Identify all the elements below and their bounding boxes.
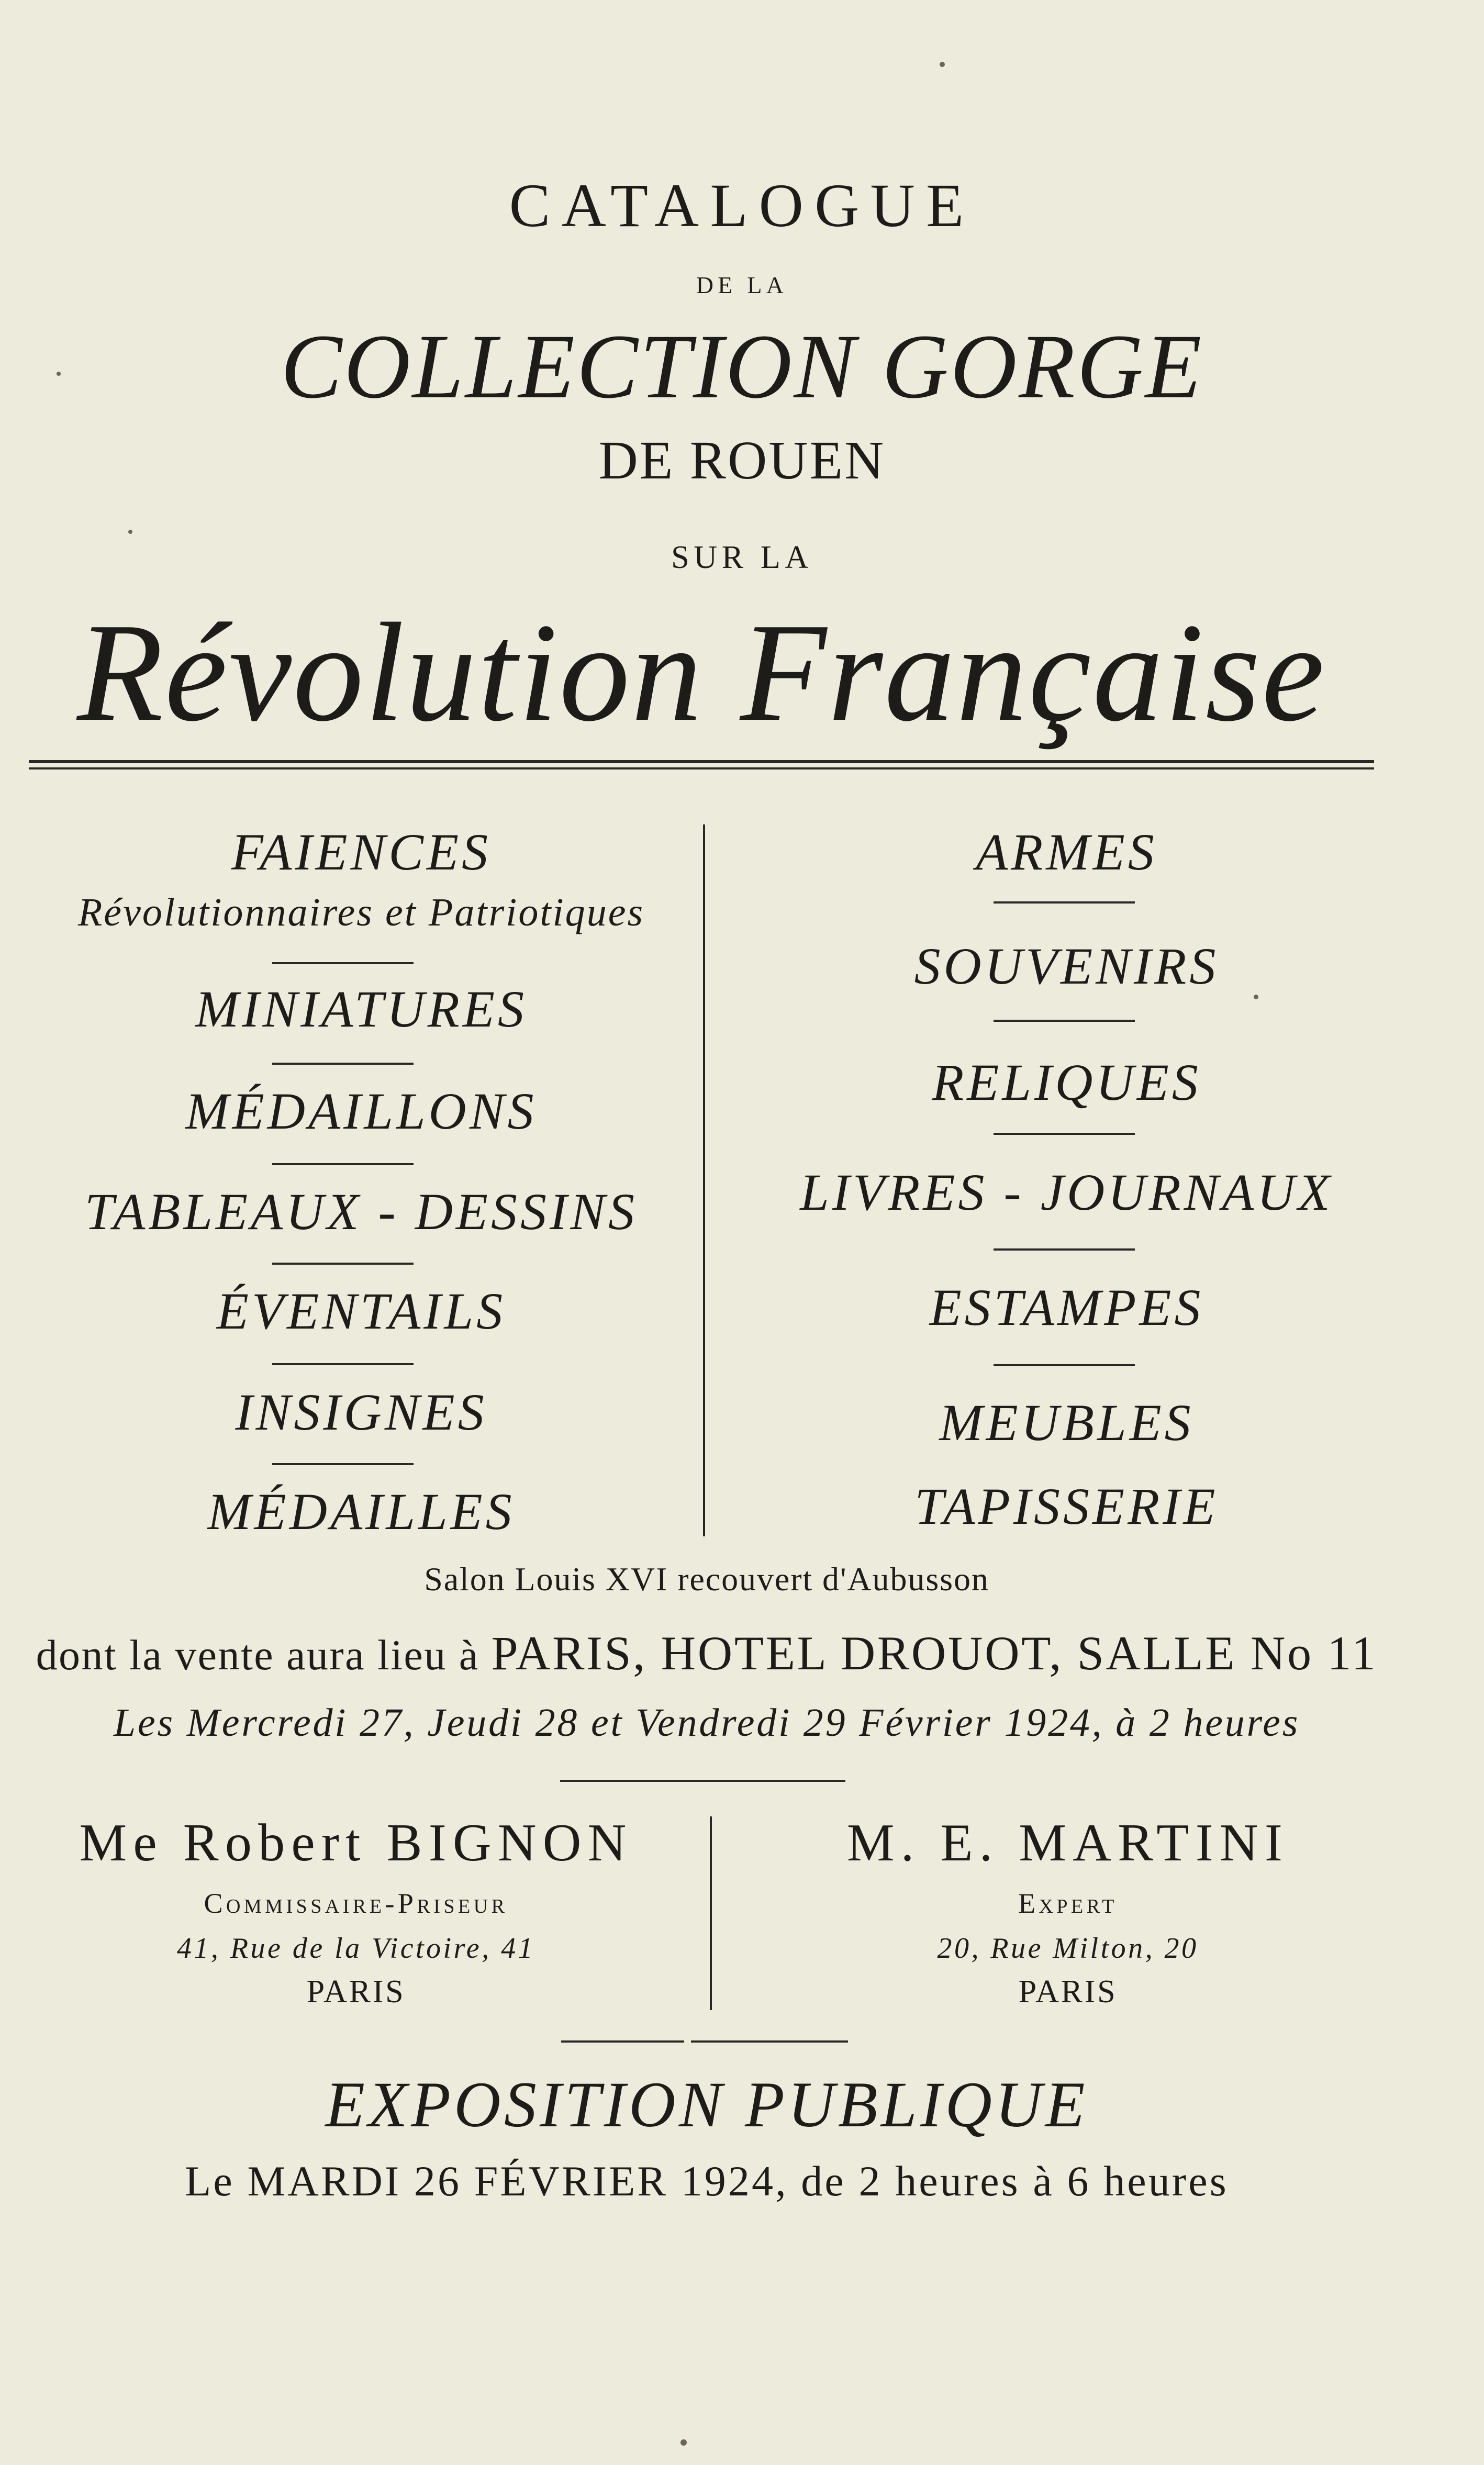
right-rule-3	[994, 1133, 1135, 1135]
paper-speck	[128, 530, 132, 534]
expert-name: M. E. MARTINI	[846, 1813, 1289, 1872]
expo-rule-left	[561, 2040, 684, 2043]
expert-address: 20, Rue Milton, 20	[937, 1932, 1199, 1965]
reliques-item: RELIQUES	[932, 1053, 1201, 1111]
title-rule-bottom	[29, 767, 1374, 769]
right-rule-2	[994, 1020, 1135, 1022]
faiences-heading: FAIENCES	[231, 823, 492, 881]
left-rule-6	[272, 1463, 414, 1465]
exposition-title: EXPOSITION PUBLIQUE	[325, 2069, 1088, 2140]
salon-text: Salon Louis XVI recouvert d'Aubusson	[424, 1560, 989, 1598]
people-divider	[710, 1816, 712, 2010]
medaillons-item: MÉDAILLONS	[185, 1082, 537, 1140]
meubles-item: MEUBLES	[939, 1393, 1194, 1452]
armes-item: ARMES	[976, 823, 1157, 881]
miniatures-item: MINIATURES	[195, 980, 527, 1038]
vente-place: PARIS, HOTEL DROUOT, SALLE No 11	[491, 1626, 1378, 1680]
medailles-item: MÉDAILLES	[207, 1482, 515, 1541]
de-rouen-text: DE ROUEN	[598, 430, 886, 490]
insignes-item: INSIGNES	[235, 1383, 487, 1441]
right-rule-5	[994, 1364, 1135, 1366]
paper-speck	[57, 372, 61, 376]
estampes-item: ESTAMPES	[929, 1278, 1204, 1336]
sale-dates: Les Mercredi 27, Jeudi 28 et Vendredi 29 Février 1924, à 2 heures	[113, 1701, 1300, 1745]
left-rule-1	[272, 962, 414, 964]
livres-journaux-item: LIVRES - JOURNAUX	[800, 1163, 1333, 1221]
expert-city: PARIS	[1018, 1974, 1118, 2010]
right-rule-1	[994, 901, 1135, 904]
souvenirs-item: SOUVENIRS	[914, 937, 1219, 995]
exposition-date: Le MARDI 26 FÉVRIER 1924, de 2 heures à 6 heures	[185, 2157, 1229, 2205]
vente-line	[31, 1625, 1382, 1681]
expert-role: Expert	[1018, 1888, 1118, 1919]
auctioneer-role: Commissaire-Priseur	[204, 1888, 508, 1919]
auctioneer-city: PARIS	[306, 1974, 406, 2010]
paper-speck	[680, 2439, 687, 2446]
paper-speck	[940, 62, 945, 67]
dates-rule	[560, 1780, 845, 1782]
faiences-subtitle: Révolutionnaires et Patriotiques	[77, 890, 645, 934]
catalogue-title: CATALOGUE	[509, 171, 975, 240]
tableaux-dessins-item: TABLEAUX - DESSINS	[84, 1183, 638, 1241]
right-rule-4	[994, 1248, 1135, 1251]
revolution-title: Révolution Française	[77, 594, 1326, 751]
title-rule-top	[29, 760, 1374, 763]
column-divider	[703, 824, 705, 1536]
expo-rule-right	[691, 2040, 848, 2043]
tapisserie-item: TAPISSERIE	[914, 1477, 1219, 1535]
left-rule-4	[272, 1263, 414, 1265]
eventails-item: ÉVENTAILS	[216, 1282, 506, 1340]
vente-prefix: dont la vente aura lieu à	[36, 1631, 479, 1679]
auctioneer-name: Me Robert BIGNON	[79, 1813, 633, 1872]
left-rule-2	[272, 1063, 414, 1065]
auctioneer-address: 41, Rue de la Victoire, 41	[176, 1932, 535, 1965]
left-rule-5	[272, 1363, 414, 1365]
left-rule-3	[272, 1163, 414, 1165]
collection-title: COLLECTION GORGE	[281, 316, 1203, 418]
paper-speck	[1254, 995, 1258, 999]
de-la-text: DE LA	[696, 272, 788, 298]
sur-la-text: SUR LA	[671, 540, 813, 575]
